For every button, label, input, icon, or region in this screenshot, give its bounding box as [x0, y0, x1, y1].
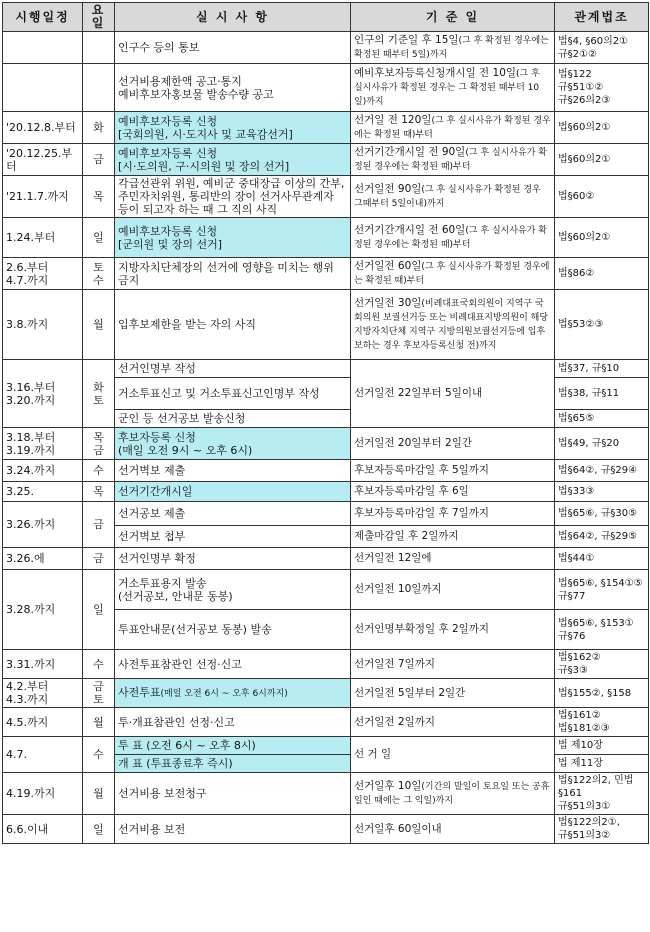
table-row: [3, 460, 649, 482]
day-cell: 월: [83, 290, 115, 360]
header-activity: 실 시 사 항: [115, 3, 351, 32]
criteria-cell: [351, 176, 555, 218]
activity-text: 선거벽보 제출: [118, 464, 186, 477]
law-cell: 법§122 규§51①② 규§26의2③: [555, 64, 649, 112]
header-criteria: 기 준 일: [351, 3, 555, 32]
criteria-text: 선거일전 20일부터 2일간: [354, 437, 473, 449]
table-row: [3, 570, 649, 610]
criteria-text: 선거일전 30일: [354, 296, 422, 309]
law-cell: 법§60의2①: [555, 218, 649, 258]
activity-cell: [115, 815, 351, 844]
table-row: [3, 815, 649, 844]
criteria-note: (그 후 실시사유가 확정된 경우에는 확정된 때)부터: [354, 147, 547, 172]
day-cell: 금: [83, 502, 115, 548]
activity-text: 투표안내문(선거공보 동봉) 발송: [118, 623, 272, 636]
day-cell: 토 수: [83, 258, 115, 290]
law-cell: 법§64②, 규§29④: [555, 460, 649, 482]
law-cell: 법§65⑥, §154①⑤ 규§77: [555, 570, 649, 610]
header-row: [3, 3, 649, 32]
day-cell: 월: [83, 773, 115, 815]
law-cell: 법 제11장: [555, 755, 649, 773]
table-row: [3, 32, 649, 64]
activity-note: (매일 오전 6시 ~ 오후 6시까지): [160, 688, 288, 699]
table-row: [3, 548, 649, 570]
day-cell: 일: [83, 218, 115, 258]
day-cell: 월: [83, 708, 115, 737]
day-cell: 목: [83, 176, 115, 218]
day-cell: 일: [83, 815, 115, 844]
criteria-cell: [351, 218, 555, 258]
day-cell: 금 토: [83, 679, 115, 708]
law-cell: 법§44①: [555, 548, 649, 570]
activity-text: 지방자치단체장의 선거에 영향을 미치는 행위 금지: [118, 260, 334, 287]
activity-text: 예비후보자등록 신청 [군의원 및 장의 선거]: [118, 224, 223, 251]
table-row: [3, 218, 649, 258]
law-cell: 법§38, 규§11: [555, 378, 649, 410]
date-cell: 3.26.에: [3, 548, 83, 570]
criteria-cell: 선거일전 22일부터 5일이내: [351, 360, 555, 428]
activity-cell: [115, 32, 351, 64]
criteria-note: (비례대표국회의원이 지역구 국회의원 보궐선거등 또는 비례대표지방의원이 해당 지방자치단체 지역구 지방의원보궐선거등에 입후보하는 경우 후보자등록신청 전)까지: [354, 298, 549, 351]
activity-text: 각급선관위 위원, 예비군 중대장급 이상의 간부, 주민자치위원, 통리반의 장이 선거사무관계자 등이 되고자 하는 때 그 직의 사직: [118, 177, 345, 216]
header-law: 관계법조: [555, 3, 649, 32]
law-cell: 법§60②: [555, 176, 649, 218]
activity-cell: [115, 176, 351, 218]
table-row: [3, 737, 649, 755]
table-row: [3, 773, 649, 815]
activity-text: 선거인명부 작성: [118, 362, 196, 375]
activity-cell: [115, 679, 351, 708]
activity-cell: [115, 112, 351, 144]
table-row: [3, 482, 649, 502]
criteria-text: 선거기간개시일 전 90일: [354, 145, 466, 158]
date-cell: 3.26.까지: [3, 502, 83, 548]
header-date: 시행일정: [3, 3, 83, 32]
criteria-text: 선거일전 60일: [354, 259, 422, 272]
date-cell: 6.6.이내: [3, 815, 83, 844]
criteria-cell: 선 거 일: [351, 737, 555, 773]
date-cell: [3, 64, 83, 112]
law-cell: 법§86②: [555, 258, 649, 290]
activity-text: 사전투표: [118, 685, 161, 699]
table-row: [3, 64, 649, 112]
activity-text: 사전투표참관인 선정·신고: [118, 657, 242, 671]
table-row: [3, 502, 649, 526]
date-cell: 3.8.까지: [3, 290, 83, 360]
activity-cell: [115, 482, 351, 502]
criteria-cell: [351, 482, 555, 502]
law-cell: 법§37, 규§10: [555, 360, 649, 378]
criteria-note: (기간의 말일이 토요일 또는 공휴일인 때에는 그 익일)까지: [354, 781, 550, 806]
criteria-text: 후보자등록마감일 후 6일: [354, 485, 469, 497]
activity-text: 선거기간개시일: [118, 485, 193, 498]
criteria-text: 선거일전 10일까지: [354, 583, 442, 595]
activity-text: 예비후보자등록 신청 [시·도의원, 구·시의원 및 장의 선거]: [118, 146, 290, 173]
criteria-text: 예비후보자등록신청개시일 전 10일: [354, 66, 517, 79]
activity-cell: [115, 428, 351, 460]
activity-cell: [115, 144, 351, 176]
activity-cell: [115, 258, 351, 290]
day-cell: 목: [83, 482, 115, 502]
law-cell: 법§161② 법§181②③: [555, 708, 649, 737]
activity-cell: [115, 737, 351, 755]
criteria-cell: [351, 502, 555, 526]
criteria-text: 인구의 기준일 후 15일: [354, 33, 459, 46]
day-cell: 화: [83, 112, 115, 144]
law-cell: 법§155②, §158: [555, 679, 649, 708]
law-cell: 법§122의2, 민법§161 규§51의3①: [555, 773, 649, 815]
activity-text: 예비후보자등록 신청 [국회의원, 시·도지사 및 교육감선거]: [118, 114, 293, 141]
criteria-cell: [351, 526, 555, 548]
table-row: [3, 708, 649, 737]
activity-text: 입후보제한을 받는 자의 사직: [118, 318, 257, 331]
activity-cell: [115, 773, 351, 815]
day-cell: 화 토: [83, 360, 115, 428]
criteria-note: (그 후 실시사유가 확정된 경우는 그 확정된 때부터 10일)까지: [354, 68, 540, 107]
activity-text: 투·개표참관인 선정·신고: [118, 715, 235, 729]
date-cell: 4.7.: [3, 737, 83, 773]
activity-text: 거소투표용지 발송 (선거공보, 안내문 동봉): [118, 576, 233, 603]
law-cell: 법§4, §60의2① 규§2①②: [555, 32, 649, 64]
day-cell: 수: [83, 460, 115, 482]
criteria-text: 선거일전 90일: [354, 182, 422, 195]
activity-text: 투 표 (오전 6시 ~ 오후 8시): [118, 739, 256, 752]
activity-cell: [115, 548, 351, 570]
activity-cell: [115, 526, 351, 548]
criteria-cell: [351, 144, 555, 176]
date-cell: 2.6.부터 4.7.까지: [3, 258, 83, 290]
activity-text: 선거인명부 확정: [118, 552, 196, 565]
criteria-cell: [351, 650, 555, 679]
law-cell: 법§65⑥, 규§30⑤: [555, 502, 649, 526]
date-cell: 3.24.까지: [3, 460, 83, 482]
activity-text: 선거공보 제출: [118, 507, 186, 520]
criteria-cell: [351, 610, 555, 650]
activity-text: 후보자등록 신청 (매일 오전 9시 ~ 오후 6시): [118, 430, 253, 457]
criteria-text: 선거일후 60일이내: [354, 822, 442, 835]
criteria-cell: [351, 258, 555, 290]
criteria-note: (그 후 실시사유가 확정된 경우 그때부터 5일이내)까지: [354, 184, 541, 209]
schedule-body: [3, 32, 649, 844]
criteria-cell: [351, 290, 555, 360]
criteria-cell: [351, 428, 555, 460]
criteria-text: 후보자등록마감일 후 5일까지: [354, 464, 490, 476]
activity-text: 군인 등 선거공보 발송신청: [118, 412, 246, 425]
activity-cell: [115, 290, 351, 360]
day-cell: 금: [83, 144, 115, 176]
table-row: [3, 650, 649, 679]
criteria-text: 선거일전 5일부터 2일간: [354, 686, 466, 699]
activity-text: 선거벽보 첩부: [118, 530, 186, 543]
activity-cell: [115, 460, 351, 482]
day-cell: 목 금: [83, 428, 115, 460]
activity-cell: [115, 650, 351, 679]
date-cell: 1.24.부터: [3, 218, 83, 258]
date-cell: 3.25.: [3, 482, 83, 502]
date-cell: 3.28.까지: [3, 570, 83, 650]
table-row: [3, 112, 649, 144]
day-cell: 일: [83, 570, 115, 650]
criteria-cell: [351, 815, 555, 844]
criteria-cell: [351, 32, 555, 64]
activity-cell: [115, 64, 351, 112]
date-cell: 3.31.까지: [3, 650, 83, 679]
law-cell: 법§122의2①, 규§51의3②: [555, 815, 649, 844]
table-row: [3, 679, 649, 708]
law-cell: 법§65⑥, §153① 규§76: [555, 610, 649, 650]
date-cell: '20.12.25.부터: [3, 144, 83, 176]
criteria-cell: [351, 460, 555, 482]
activity-text: 선거비용제한액 공고·통지 예비후보자홍보물 발송수량 공고: [118, 74, 274, 101]
criteria-note: (그 후 실시사유가 확정된 경우에는 확정된 때)부터: [354, 225, 547, 250]
criteria-cell: [351, 112, 555, 144]
criteria-cell: [351, 64, 555, 112]
activity-cell: [115, 378, 351, 410]
activity-cell: [115, 502, 351, 526]
criteria-text: 선거일전 7일까지: [354, 657, 436, 670]
criteria-text: 선거일후 10일: [354, 779, 422, 792]
criteria-cell: [351, 773, 555, 815]
activity-text: 개 표 (투표종료후 즉시): [118, 757, 233, 770]
date-cell: [3, 32, 83, 64]
activity-cell: [115, 410, 351, 428]
table-row: [3, 290, 649, 360]
law-cell: 법§162② 규§3③: [555, 650, 649, 679]
criteria-text: 제출마감일 후 2일까지: [354, 530, 459, 542]
criteria-note: (그 후 확정된 경우에는 확정된 때부터 5일)까지: [354, 35, 549, 60]
date-cell: 3.16.부터 3.20.까지: [3, 360, 83, 428]
law-cell: 법§53②③: [555, 290, 649, 360]
date-cell: 4.2.부터 4.3.까지: [3, 679, 83, 708]
criteria-cell: [351, 570, 555, 610]
law-cell: 법§64②, 규§29⑤: [555, 526, 649, 548]
criteria-text: 선거일전 2일까지: [354, 715, 436, 728]
criteria-text: 선거일 전 120일: [354, 113, 432, 126]
activity-cell: [115, 570, 351, 610]
day-cell: [83, 32, 115, 64]
activity-cell: [115, 218, 351, 258]
criteria-text: 선거인명부확정일 후 2일까지: [354, 623, 490, 635]
activity-text: 선거비용 보전: [118, 822, 186, 836]
law-cell: 법§65⑤: [555, 410, 649, 428]
activity-cell: [115, 360, 351, 378]
activity-text: 인구수 등의 통보: [118, 41, 200, 54]
day-cell: 금: [83, 548, 115, 570]
criteria-text: 후보자등록마감일 후 7일까지: [354, 507, 490, 519]
criteria-note: (그 후 실시사유가 확정된 경우에는 확정된 때)부터: [354, 115, 551, 140]
law-cell: 법§49, 규§20: [555, 428, 649, 460]
activity-text: 거소투표신고 및 거소투표신고인명부 작성: [118, 387, 320, 400]
criteria-text: 선거기간개시일 전 60일: [354, 223, 466, 236]
table-row: [3, 144, 649, 176]
date-cell: '20.12.8.부터: [3, 112, 83, 144]
header-day: 요일: [83, 3, 115, 32]
table-row: [3, 258, 649, 290]
law-cell: 법§33③: [555, 482, 649, 502]
day-cell: 수: [83, 650, 115, 679]
law-cell: 법 제10장: [555, 737, 649, 755]
law-cell: 법§60의2①: [555, 144, 649, 176]
date-cell: 4.19.까지: [3, 773, 83, 815]
table-row: [3, 428, 649, 460]
date-cell: 3.18.부터 3.19.까지: [3, 428, 83, 460]
date-cell: '21.1.7.까지: [3, 176, 83, 218]
table-row: [3, 176, 649, 218]
criteria-cell: [351, 708, 555, 737]
date-cell: 4.5.까지: [3, 708, 83, 737]
table-row: [3, 360, 649, 378]
criteria-cell: [351, 679, 555, 708]
day-cell: 수: [83, 737, 115, 773]
activity-cell: [115, 708, 351, 737]
activity-cell: [115, 755, 351, 773]
criteria-text: 선거일전 12일에: [354, 552, 432, 564]
day-cell: [83, 64, 115, 112]
criteria-cell: [351, 548, 555, 570]
criteria-note: (그 후 실시사유가 확정된 경우에는 확정된 때)부터: [354, 261, 550, 286]
activity-cell: [115, 610, 351, 650]
activity-text: 선거비용 보전청구: [118, 787, 207, 800]
schedule-table: [2, 2, 649, 844]
law-cell: 법§60의2①: [555, 112, 649, 144]
